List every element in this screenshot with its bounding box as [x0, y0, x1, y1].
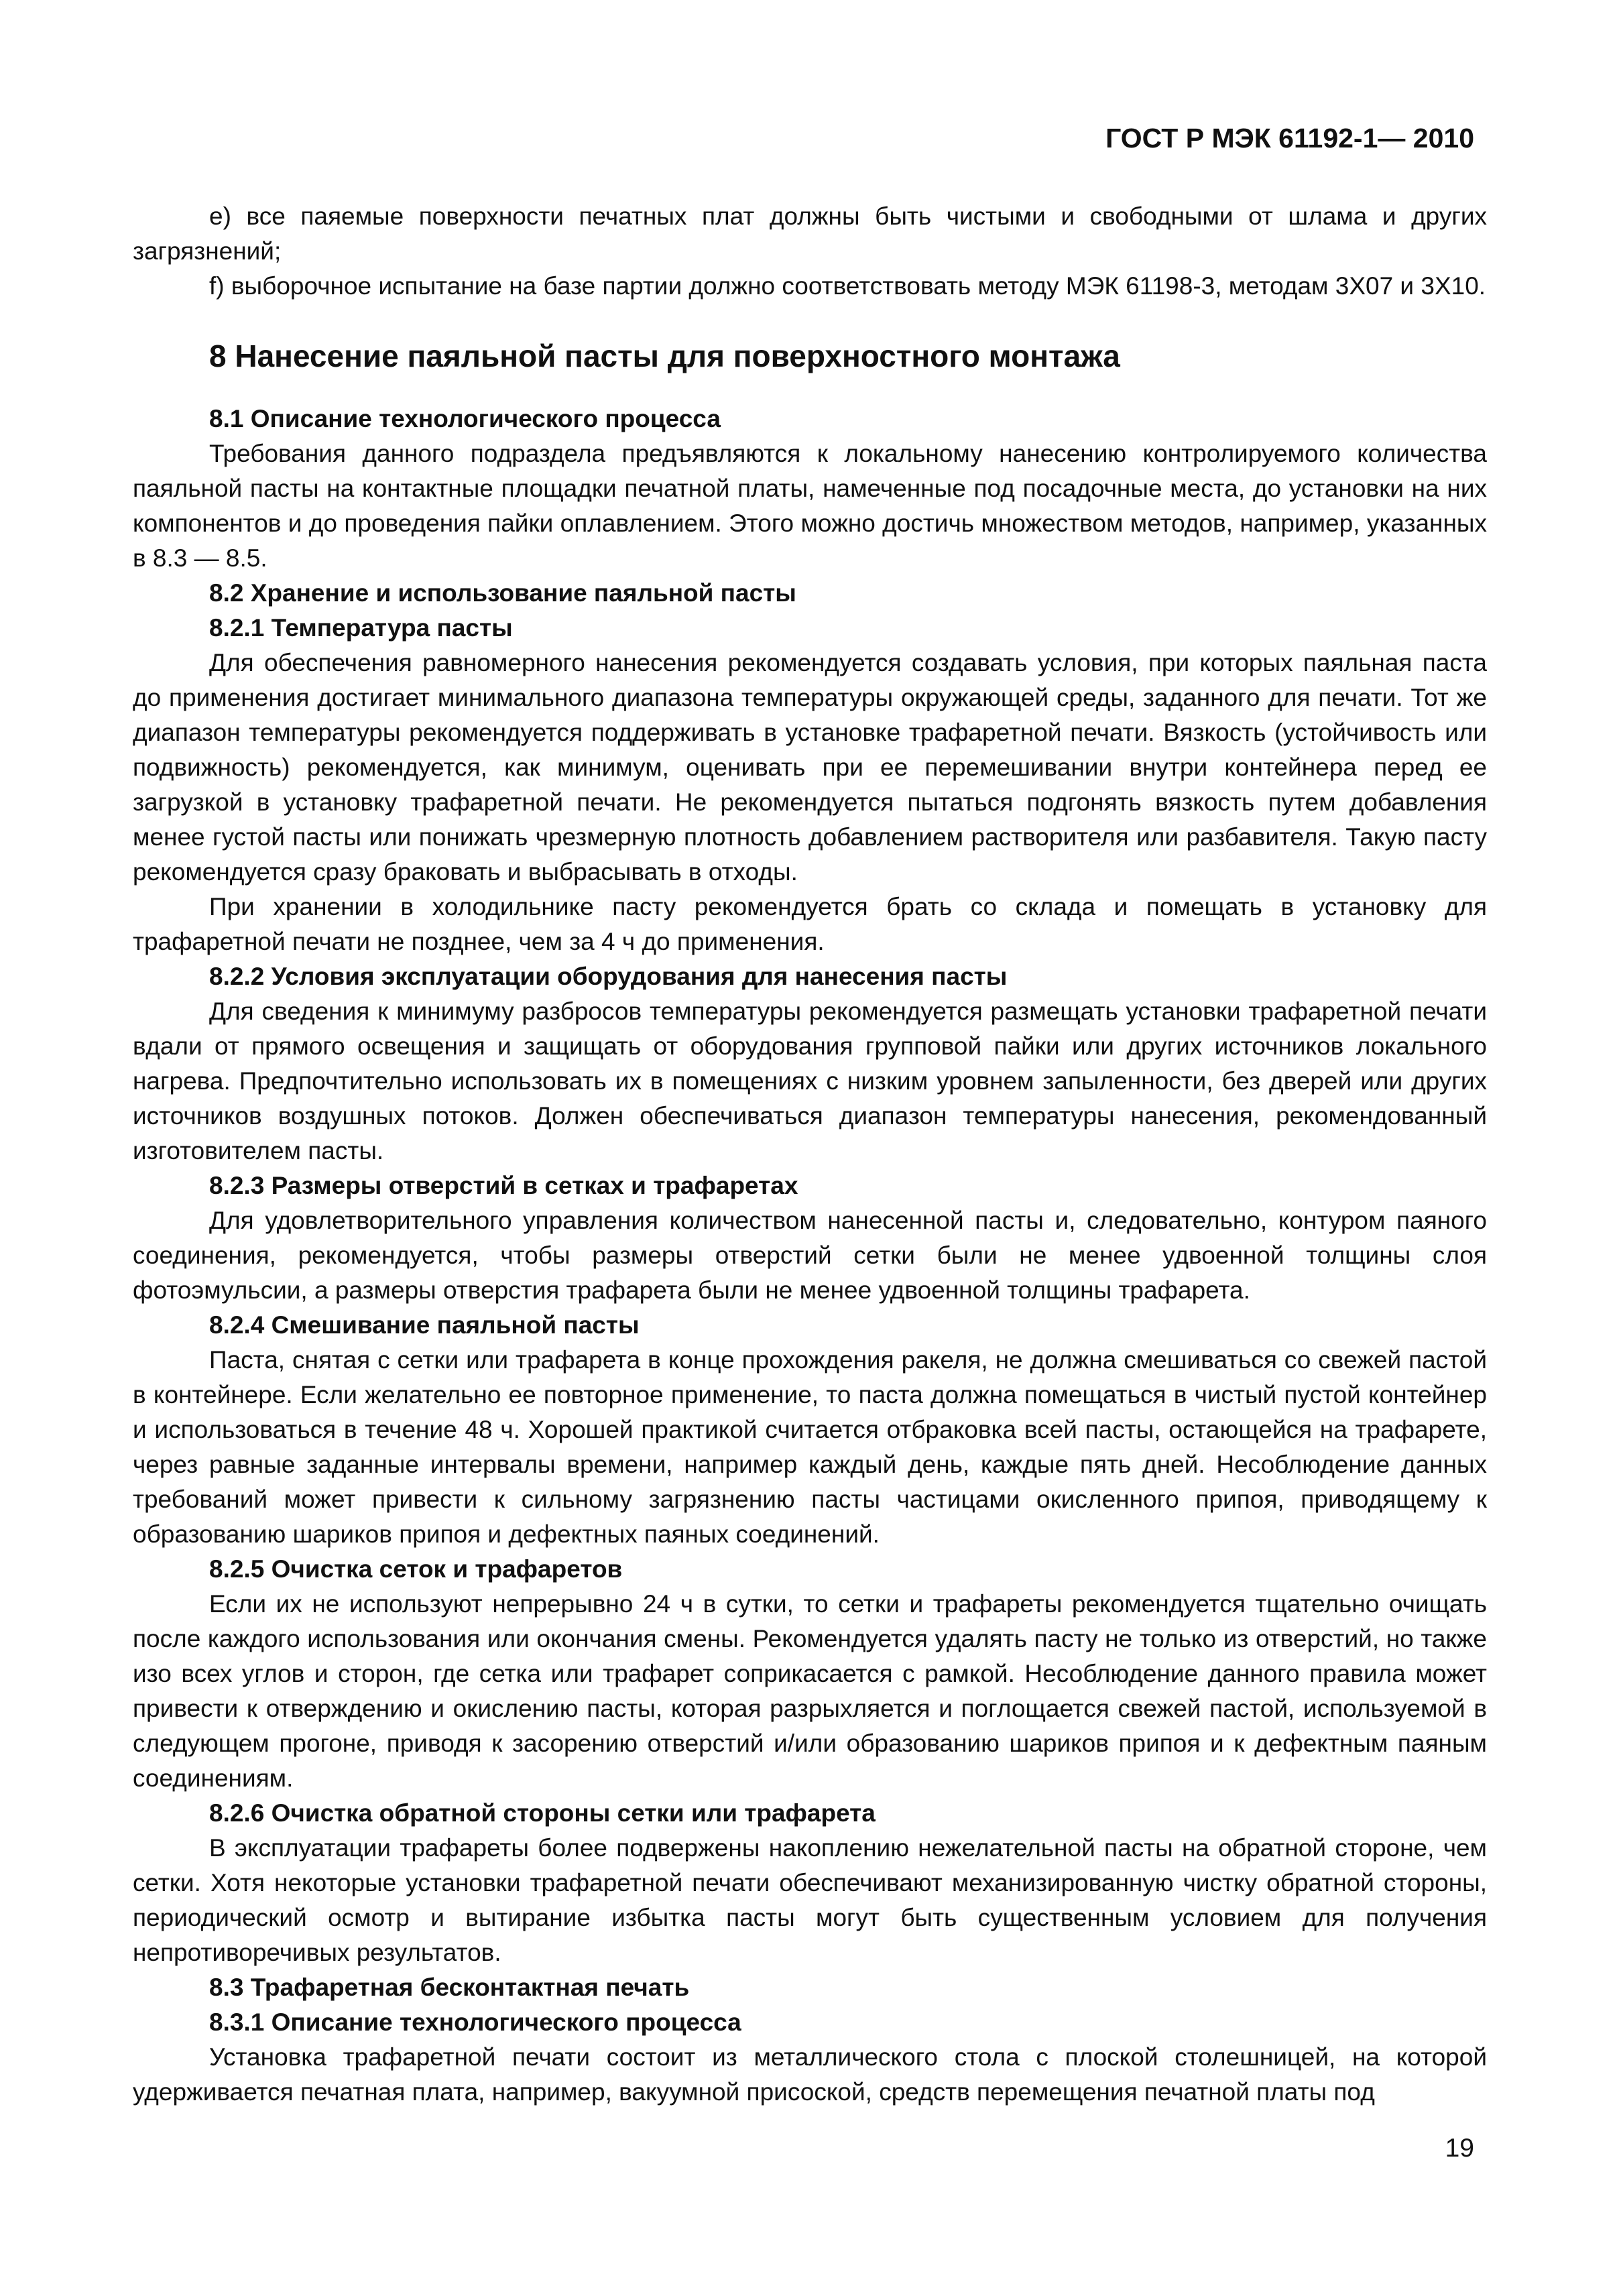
document-body — [133, 199, 1487, 2110]
subsection-heading: 8.2.6 Очистка обратной стороны сетки или трафарета — [209, 1799, 876, 1827]
paragraph: Для сведения к минимуму разбросов температуры рекомендуется размещать установки трафаретной печати вдали от прямого освещения и защищать от оборудования групповой пайки или других источников локального нагрева. Предпочтительно использовать их в помещениях с низким уровнем запыленности, без дверей или других источников воздушных потоков. Должен обеспечиваться диапазон температуры нанесения, рекомендованный изготовителем пасты. — [133, 998, 1487, 1164]
paragraph: Установка трафаретной печати состоит из металлического стола с плоской столешницей, на которой удерживается печатная плата, например, вакуумной присоской, средств перемещения печатной платы под — [133, 2043, 1487, 2106]
standard-designation: ГОСТ Р МЭК 61192-1— 2010 — [1105, 123, 1474, 154]
paragraph: Для обеспечения равномерного нанесения рекомендуется создавать условия, при которых паяльная паста до применения достигает минимального диапазона температуры окружающей среды, заданного для печати. Тот же диапазон температуры рекомендуется поддерживать в установке трафаретной печати. Вязкость (устойчивость или подвижность) рекомендуется, как минимум, оценивать при ее перемешивании внутри контейнера перед ее загрузкой в установку трафаретной печати. Не рекомендуется пытаться подгонять вязкость путем добавления менее густой пасты или понижать чрезмерную плотность добавлением растворителя или разбавителя. Такую пасту рекомендуется сразу браковать и выбрасывать в отходы. — [133, 649, 1487, 886]
paragraph: Паста, снятая с сетки или трафарета в конце прохождения ракеля, не должна смешиваться со свежей пастой в контейнере. Если желательно ее повторное применение, то паста должна помещаться в чистый пустой контейнер и использоваться в течение 48 ч. Хорошей практикой считается отбраковка всей пасты, остающейся на трафарете, через равные заданные интервалы времени, например каждый день, каждые пять дней. Несоблюдение данных требований может привести к сильному загрязнению пасты частицами окисленного припоя, приводящему к образованию шариков припоя и дефектных паяных соединений. — [133, 1346, 1487, 1548]
subsection-heading: 8.3 Трафаретная бесконтактная печать — [209, 1974, 690, 2001]
paragraph: f) выборочное испытание на базе партии должно соответствовать методу МЭК 61198-3, методам 3Х07 и 3Х10. — [209, 272, 1486, 300]
subsection-heading: 8.2.5 Очистка сеток и трафаретов — [209, 1555, 623, 1583]
section-heading: 8 Нанесение паяльной пасты для поверхностного монтажа — [209, 339, 1120, 373]
paragraph: При хранении в холодильнике пасту рекомендуется брать со склада и помещать в установку для трафаретной печати не позднее, чем за 4 ч до применения. — [133, 893, 1487, 955]
page-number: 19 — [1445, 2134, 1474, 2163]
paragraph: е) все паяемые поверхности печатных плат должны быть чистыми и свободными от шлама и других загрязнений; — [133, 202, 1487, 265]
subsection-heading: 8.1 Описание технологического процесса — [209, 405, 721, 432]
paragraph: Если их не используют непрерывно 24 ч в сутки, то сетки и трафареты рекомендуется тщательно очищать после каждого использования или окончания смены. Рекомендуется удалять пасту не только из отверстий, но также изо всех углов и сторон, где сетка или трафарет соприкасается с рамкой. Несоблюдение данного правила может привести к отверждению и окислению пасты, которая разрыхляется и поглощается свежей пастой, используемой в следующем прогоне, приводя к засорению отверстий и/или образованию шариков припоя и к дефектным паяным соединениям. — [133, 1590, 1487, 1792]
subsection-heading: 8.2.4 Смешивание паяльной пасты — [209, 1311, 640, 1339]
subsection-heading: 8.2.1 Температура пасты — [209, 614, 513, 642]
subsection-heading: 8.3.1 Описание технологического процесса — [209, 2008, 741, 2036]
paragraph: Требования данного подраздела предъявляются к локальному нанесению контролируемого количества паяльной пасты на контактные площадки печатной платы, намеченные под посадочные места, до установки на них компонентов и до проведения пайки оплавлением. Этого можно достичь множеством методов, например, указанных в 8.3 — 8.5. — [133, 440, 1487, 572]
paragraph: Для удовлетворительного управления количеством нанесенной пасты и, следовательно, контуром паяного соединения, рекомендуется, чтобы размеры отверстий сетки были не менее удвоенной толщины слоя фотоэмульсии, а размеры отверстия трафарета были не менее удвоенной толщины трафарета. — [133, 1207, 1487, 1304]
subsection-heading: 8.2.2 Условия эксплуатации оборудования для нанесения пасты — [209, 963, 1008, 990]
subsection-heading: 8.2.3 Размеры отверстий в сетках и трафаретах — [209, 1172, 798, 1199]
paragraph: В эксплуатации трафареты более подвержены накоплению нежелательной пасты на обратной стороне, чем сетки. Хотя некоторые установки трафаретной печати обеспечивают механизированную чистку обратной стороны, периодический осмотр и вытирание избытка пасты могут быть существенным условием для получения непротиворечивых результатов. — [133, 1834, 1487, 1966]
subsection-heading: 8.2 Хранение и использование паяльной пасты — [209, 579, 796, 607]
